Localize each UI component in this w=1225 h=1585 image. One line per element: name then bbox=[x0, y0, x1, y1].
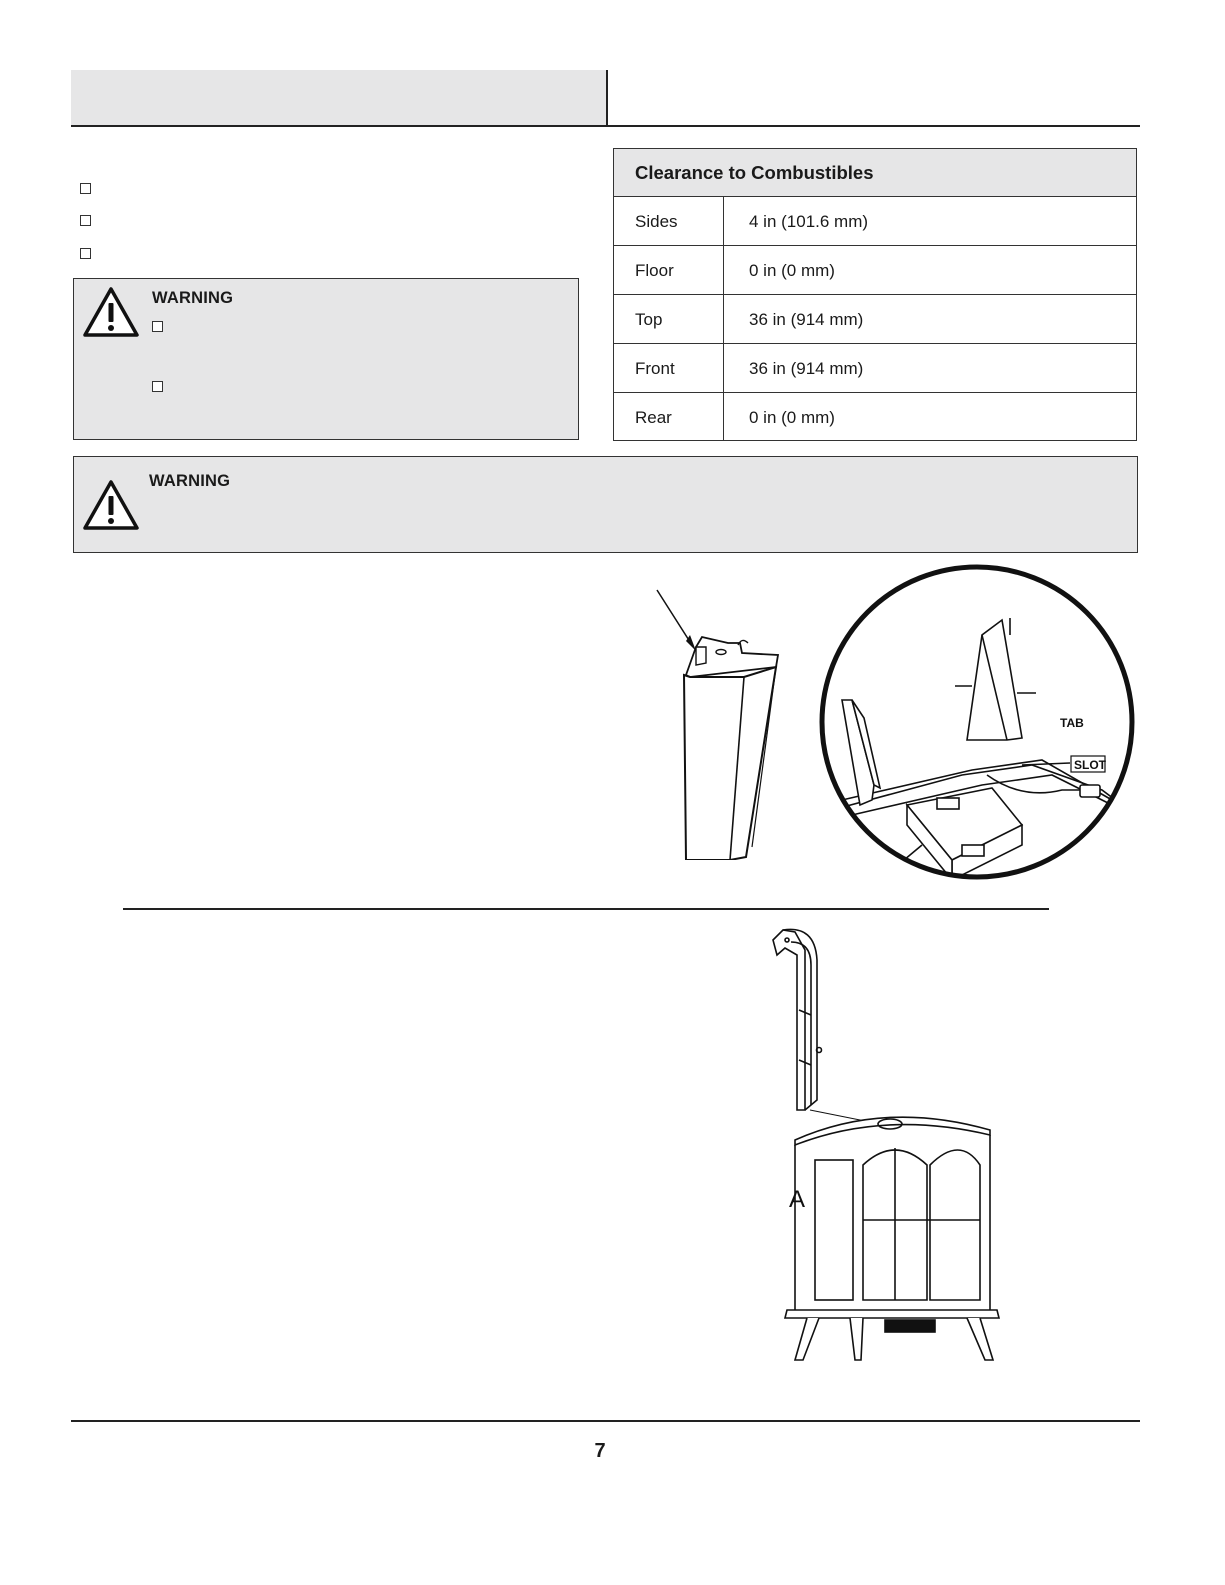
header-rule bbox=[71, 125, 1140, 127]
row-distance: 0 in (0 mm) bbox=[749, 261, 835, 280]
row-distance: 36 in (914 mm) bbox=[749, 310, 864, 329]
header-divider bbox=[606, 70, 608, 127]
warning-bullet-2 bbox=[152, 381, 163, 392]
row-location: Top bbox=[635, 310, 663, 329]
header-title-box bbox=[71, 70, 607, 126]
table-row bbox=[614, 197, 1136, 246]
clearance-table-title: Clearance to Combustibles bbox=[635, 162, 874, 183]
stove-illustration bbox=[755, 920, 1005, 1380]
warning-triangle-icon bbox=[82, 286, 140, 338]
footer-rule bbox=[71, 1420, 1140, 1422]
row-location: Sides bbox=[635, 212, 678, 231]
table-row bbox=[614, 344, 1136, 393]
row-distance: 4 in (101.6 mm) bbox=[749, 212, 869, 231]
warning-title-1: WARNING bbox=[152, 289, 234, 307]
row-distance: 36 in (914 mm) bbox=[749, 359, 864, 378]
detail-circle-illustration bbox=[812, 560, 1142, 885]
part-a-label: A bbox=[789, 1186, 806, 1213]
warning-box-2 bbox=[73, 456, 1138, 553]
table-row bbox=[614, 246, 1136, 295]
checklist-bullet-2 bbox=[80, 215, 91, 226]
row-location: Floor bbox=[635, 261, 674, 280]
warning-title-2: WARNING bbox=[149, 472, 231, 490]
table-row bbox=[614, 295, 1136, 344]
page-number: 7 bbox=[594, 1440, 606, 1462]
section-divider bbox=[123, 908, 1049, 910]
tab-label: TAB bbox=[1060, 716, 1084, 730]
checklist-bullet-3 bbox=[80, 248, 91, 259]
warning-box-1 bbox=[73, 278, 579, 440]
clearance-table bbox=[613, 148, 1137, 441]
row-location: Front bbox=[635, 359, 675, 378]
leg-illustration bbox=[650, 585, 790, 860]
row-distance: 0 in (0 mm) bbox=[749, 408, 835, 427]
slot-label: SLOT bbox=[1074, 758, 1106, 772]
checklist-bullet-1 bbox=[80, 183, 91, 194]
table-row bbox=[614, 393, 1136, 442]
row-location: Rear bbox=[635, 408, 672, 427]
clearance-table-header bbox=[614, 149, 1136, 197]
warning-bullet-1 bbox=[152, 321, 163, 332]
warning-triangle-icon bbox=[82, 479, 140, 531]
